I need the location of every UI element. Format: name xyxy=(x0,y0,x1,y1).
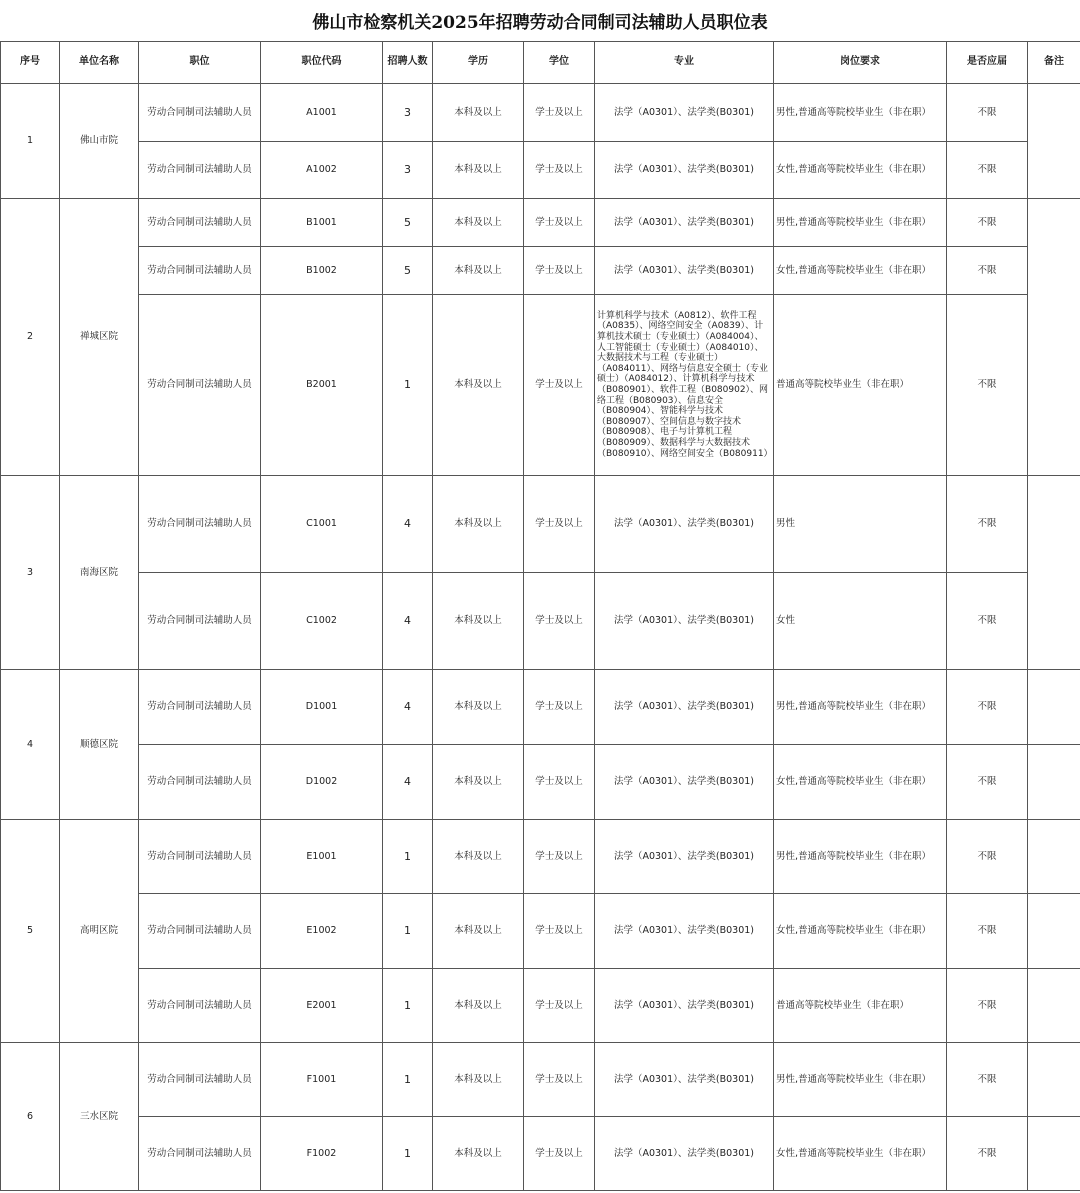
page-title: 佛山市检察机关2025年招聘劳动合同制司法辅助人员职位表 xyxy=(312,13,768,33)
position-cell: 劳动合同制司法辅助人员 xyxy=(139,199,261,247)
position-cell: 劳动合同制司法辅助人员 xyxy=(139,969,261,1043)
degree-cell: 学士及以上 xyxy=(524,1043,595,1117)
count-cell: 1 xyxy=(383,1043,433,1117)
table-row xyxy=(1,894,1080,969)
table-row xyxy=(1,969,1080,1043)
seq-cell: 5 xyxy=(1,820,60,1043)
position-cell: 劳动合同制司法辅助人员 xyxy=(139,84,261,142)
code-cell: B2001 xyxy=(261,295,383,476)
remark-cell xyxy=(1028,476,1080,670)
degree-cell: 学士及以上 xyxy=(524,142,595,199)
major-cell: 法学（A0301）、法学类(B0301) xyxy=(595,894,774,969)
header-major: 专业 xyxy=(595,42,774,84)
seq-cell: 1 xyxy=(1,84,60,199)
requirement-cell: 男性,普通高等院校毕业生（非在职） xyxy=(774,820,947,894)
position-cell: 劳动合同制司法辅助人员 xyxy=(139,820,261,894)
degree-cell: 学士及以上 xyxy=(524,1117,595,1191)
remark-cell xyxy=(1028,894,1080,969)
degree-cell: 学士及以上 xyxy=(524,969,595,1043)
degree-cell: 学士及以上 xyxy=(524,295,595,476)
remark-cell xyxy=(1028,969,1080,1043)
positions-table xyxy=(0,41,1080,1191)
requirement-cell: 女性,普通高等院校毕业生（非在职） xyxy=(774,894,947,969)
education-cell: 本科及以上 xyxy=(433,820,524,894)
code-cell: F1002 xyxy=(261,1117,383,1191)
education-cell: 本科及以上 xyxy=(433,1117,524,1191)
remark-cell xyxy=(1028,1043,1080,1117)
count-cell: 4 xyxy=(383,745,433,820)
table-row xyxy=(1,745,1080,820)
graduate-cell: 不限 xyxy=(947,1043,1028,1117)
major-cell: 计算机科学与技术（A0812）、软件工程（A0835）、网络空间安全（A0839）、计算机技术硕士（专业硕士）（A084004）、人工智能硕士（专业硕士）（A084010）、大数据技术与工程（专业硕士）（A084011）、网络与信息安全硕士（专业硕士）（A084012）、计算机科学与技术（B080901）、软件工程（B080902）、网络工程（B080903）、信息安全（B080904）、智能科学与技术（B080907）、空间信息与数字技术（B080908）、电子与计算机工程（B080909）、数据科学与大数据技术（B080910）、网络空间安全（B080911） xyxy=(595,295,774,476)
requirement-cell: 女性 xyxy=(774,573,947,670)
table-row xyxy=(1,84,1080,142)
degree-cell: 学士及以上 xyxy=(524,476,595,573)
requirement-cell: 女性,普通高等院校毕业生（非在职） xyxy=(774,745,947,820)
count-cell: 1 xyxy=(383,820,433,894)
education-cell: 本科及以上 xyxy=(433,894,524,969)
education-cell: 本科及以上 xyxy=(433,745,524,820)
graduate-cell: 不限 xyxy=(947,295,1028,476)
seq-cell: 4 xyxy=(1,670,60,820)
education-cell: 本科及以上 xyxy=(433,573,524,670)
degree-cell: 学士及以上 xyxy=(524,894,595,969)
code-cell: D1001 xyxy=(261,670,383,745)
table-row xyxy=(1,247,1080,295)
graduate-cell: 不限 xyxy=(947,84,1028,142)
major-cell: 法学（A0301）、法学类(B0301) xyxy=(595,573,774,670)
degree-cell: 学士及以上 xyxy=(524,745,595,820)
count-cell: 3 xyxy=(383,84,433,142)
requirement-cell: 男性,普通高等院校毕业生（非在职） xyxy=(774,670,947,745)
table-row xyxy=(1,820,1080,894)
table-row xyxy=(1,1117,1080,1191)
count-cell: 5 xyxy=(383,247,433,295)
graduate-cell: 不限 xyxy=(947,670,1028,745)
degree-cell: 学士及以上 xyxy=(524,84,595,142)
position-cell: 劳动合同制司法辅助人员 xyxy=(139,247,261,295)
code-cell: E1001 xyxy=(261,820,383,894)
table-row xyxy=(1,199,1080,247)
header-count: 招聘人数 xyxy=(383,42,433,84)
count-cell: 4 xyxy=(383,476,433,573)
graduate-cell: 不限 xyxy=(947,820,1028,894)
education-cell: 本科及以上 xyxy=(433,476,524,573)
code-cell: C1002 xyxy=(261,573,383,670)
major-cell: 法学（A0301）、法学类(B0301) xyxy=(595,247,774,295)
count-cell: 1 xyxy=(383,969,433,1043)
remark-cell xyxy=(1028,820,1080,894)
education-cell: 本科及以上 xyxy=(433,1043,524,1117)
position-cell: 劳动合同制司法辅助人员 xyxy=(139,142,261,199)
graduate-cell: 不限 xyxy=(947,199,1028,247)
graduate-cell: 不限 xyxy=(947,247,1028,295)
header-requirement: 岗位要求 xyxy=(774,42,947,84)
major-cell: 法学（A0301）、法学类(B0301) xyxy=(595,84,774,142)
header-degree: 学位 xyxy=(524,42,595,84)
count-cell: 1 xyxy=(383,1117,433,1191)
major-cell: 法学（A0301）、法学类(B0301) xyxy=(595,820,774,894)
position-cell: 劳动合同制司法辅助人员 xyxy=(139,670,261,745)
graduate-cell: 不限 xyxy=(947,745,1028,820)
table-row xyxy=(1,476,1080,573)
header-remark: 备注 xyxy=(1028,42,1080,84)
degree-cell: 学士及以上 xyxy=(524,247,595,295)
code-cell: F1001 xyxy=(261,1043,383,1117)
table-row xyxy=(1,1043,1080,1117)
degree-cell: 学士及以上 xyxy=(524,573,595,670)
graduate-cell: 不限 xyxy=(947,142,1028,199)
code-cell: E1002 xyxy=(261,894,383,969)
education-cell: 本科及以上 xyxy=(433,247,524,295)
header-graduate: 是否应届 xyxy=(947,42,1028,84)
graduate-cell: 不限 xyxy=(947,1117,1028,1191)
degree-cell: 学士及以上 xyxy=(524,820,595,894)
header-row xyxy=(1,42,1080,84)
code-cell: B1002 xyxy=(261,247,383,295)
requirement-cell: 普通高等院校毕业生（非在职） xyxy=(774,295,947,476)
requirement-cell: 男性 xyxy=(774,476,947,573)
unit-cell: 高明区院 xyxy=(60,820,139,1043)
position-cell: 劳动合同制司法辅助人员 xyxy=(139,295,261,476)
position-cell: 劳动合同制司法辅助人员 xyxy=(139,476,261,573)
remark-cell xyxy=(1028,670,1080,745)
remark-cell xyxy=(1028,199,1080,476)
requirement-cell: 男性,普通高等院校毕业生（非在职） xyxy=(774,199,947,247)
table-row xyxy=(1,573,1080,670)
requirement-cell: 女性,普通高等院校毕业生（非在职） xyxy=(774,1117,947,1191)
major-cell: 法学（A0301）、法学类(B0301) xyxy=(595,969,774,1043)
graduate-cell: 不限 xyxy=(947,476,1028,573)
requirement-cell: 普通高等院校毕业生（非在职） xyxy=(774,969,947,1043)
header-position: 职位 xyxy=(139,42,261,84)
code-cell: E2001 xyxy=(261,969,383,1043)
education-cell: 本科及以上 xyxy=(433,969,524,1043)
seq-cell: 3 xyxy=(1,476,60,670)
education-cell: 本科及以上 xyxy=(433,295,524,476)
degree-cell: 学士及以上 xyxy=(524,199,595,247)
table-row xyxy=(1,142,1080,199)
header-education: 学历 xyxy=(433,42,524,84)
requirement-cell: 男性,普通高等院校毕业生（非在职） xyxy=(774,84,947,142)
major-cell: 法学（A0301）、法学类(B0301) xyxy=(595,199,774,247)
table-row xyxy=(1,295,1080,476)
unit-cell: 佛山市院 xyxy=(60,84,139,199)
seq-cell: 6 xyxy=(1,1043,60,1191)
seq-cell: 2 xyxy=(1,199,60,476)
position-cell: 劳动合同制司法辅助人员 xyxy=(139,1117,261,1191)
major-cell: 法学（A0301）、法学类(B0301) xyxy=(595,142,774,199)
header-code: 职位代码 xyxy=(261,42,383,84)
table-row xyxy=(1,670,1080,745)
count-cell: 4 xyxy=(383,573,433,670)
code-cell: A1001 xyxy=(261,84,383,142)
graduate-cell: 不限 xyxy=(947,894,1028,969)
remark-cell xyxy=(1028,745,1080,820)
code-cell: C1001 xyxy=(261,476,383,573)
education-cell: 本科及以上 xyxy=(433,84,524,142)
graduate-cell: 不限 xyxy=(947,969,1028,1043)
count-cell: 1 xyxy=(383,295,433,476)
count-cell: 4 xyxy=(383,670,433,745)
code-cell: A1002 xyxy=(261,142,383,199)
code-cell: D1002 xyxy=(261,745,383,820)
major-cell: 法学（A0301）、法学类(B0301) xyxy=(595,1117,774,1191)
education-cell: 本科及以上 xyxy=(433,142,524,199)
major-cell: 法学（A0301）、法学类(B0301) xyxy=(595,476,774,573)
count-cell: 3 xyxy=(383,142,433,199)
graduate-cell: 不限 xyxy=(947,573,1028,670)
count-cell: 1 xyxy=(383,894,433,969)
major-cell: 法学（A0301）、法学类(B0301) xyxy=(595,745,774,820)
header-unit: 单位名称 xyxy=(60,42,139,84)
education-cell: 本科及以上 xyxy=(433,670,524,745)
unit-cell: 三水区院 xyxy=(60,1043,139,1191)
requirement-cell: 女性,普通高等院校毕业生（非在职） xyxy=(774,142,947,199)
position-cell: 劳动合同制司法辅助人员 xyxy=(139,894,261,969)
requirement-cell: 女性,普通高等院校毕业生（非在职） xyxy=(774,247,947,295)
requirement-cell: 男性,普通高等院校毕业生（非在职） xyxy=(774,1043,947,1117)
unit-cell: 南海区院 xyxy=(60,476,139,670)
unit-cell: 顺德区院 xyxy=(60,670,139,820)
major-cell: 法学（A0301）、法学类(B0301) xyxy=(595,1043,774,1117)
position-cell: 劳动合同制司法辅助人员 xyxy=(139,745,261,820)
unit-cell: 禅城区院 xyxy=(60,199,139,476)
education-cell: 本科及以上 xyxy=(433,199,524,247)
header-seq: 序号 xyxy=(1,42,60,84)
position-cell: 劳动合同制司法辅助人员 xyxy=(139,1043,261,1117)
degree-cell: 学士及以上 xyxy=(524,670,595,745)
count-cell: 5 xyxy=(383,199,433,247)
major-cell: 法学（A0301）、法学类(B0301) xyxy=(595,670,774,745)
position-cell: 劳动合同制司法辅助人员 xyxy=(139,573,261,670)
code-cell: B1001 xyxy=(261,199,383,247)
remark-cell xyxy=(1028,1117,1080,1191)
remark-cell xyxy=(1028,84,1080,199)
